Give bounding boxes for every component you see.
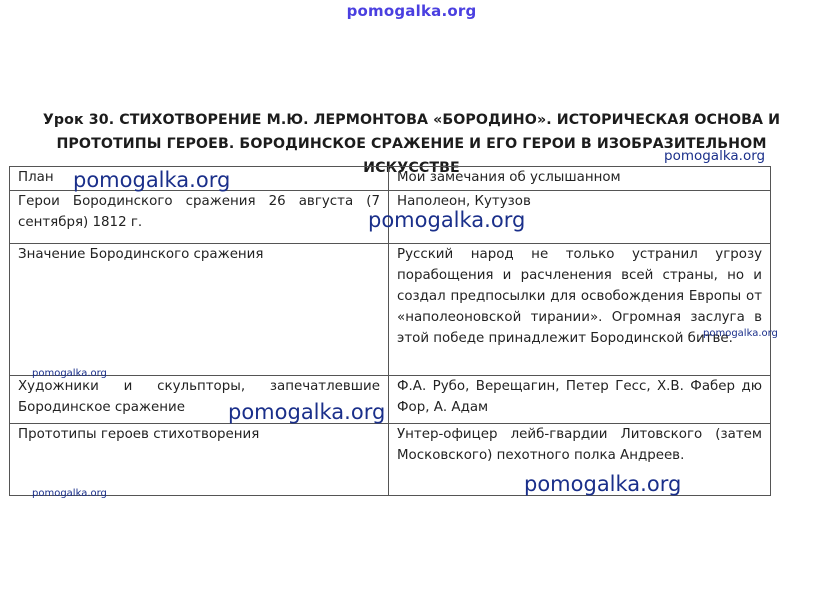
table-row [10, 244, 771, 376]
header-plan: План [10, 167, 389, 191]
watermark: pomogalka.org [368, 208, 526, 232]
top-watermark: pomogalka.org [346, 2, 477, 20]
table-row [10, 376, 771, 424]
lesson-title: Урок 30. СТИХОТВОРЕНИЕ М.Ю. ЛЕРМОНТОВА «БОРОДИНО». ИСТОРИЧЕСКАЯ ОСНОВА И ПРОТОТИПЫ ГЕРОЕВ. БОРОДИНСКОЕ СРАЖЕНИЕ И ЕГО ГЕРОИ В ИЗОБРАЗИТЕЛЬНОМ ИСКУССТВЕ [42, 112, 781, 176]
row-notes-cell: Унтер-офицер лейб-гвардии Литовского (затем Московского) пехотного полка Андреев. [389, 424, 771, 496]
watermark: pomogalka.org [703, 328, 778, 339]
watermark: pomogalka.org [73, 168, 231, 192]
row-plan-cell: Герои Бородинского сражения 26 августа (7 сентября) 1812 г. [10, 191, 389, 244]
row-plan-cell: Художники и скульпторы, запечатлевшие Бородинское сражение [10, 376, 389, 424]
watermark: pomogalka.org [32, 368, 107, 379]
row-notes-cell: Русский народ не только устранил угрозу порабощения и расчленения всей страны, но и создал предпосылки для освобождения Европы от «наполеоновской тирании». Огромная заслуга в этой победе принадлежит Бородинской битве. [389, 244, 771, 376]
row-plan-cell: Прототипы героев стихотворения [10, 424, 389, 496]
watermark: pomogalka.org [524, 472, 682, 496]
header-notes: Мои замечания об услышанном [389, 167, 771, 191]
watermark: pomogalka.org [228, 400, 386, 424]
watermark: pomogalka.org [664, 148, 766, 164]
row-plan-cell: Значение Бородинского сражения [10, 244, 389, 376]
watermark: pomogalka.org [32, 488, 107, 499]
row-notes-cell: Ф.А. Рубо, Верещагин, Петер Гесс, Х.В. Фабер дю Фор, А. Адам [389, 376, 771, 424]
row-notes-cell: Наполеон, Кутузов [389, 191, 771, 244]
